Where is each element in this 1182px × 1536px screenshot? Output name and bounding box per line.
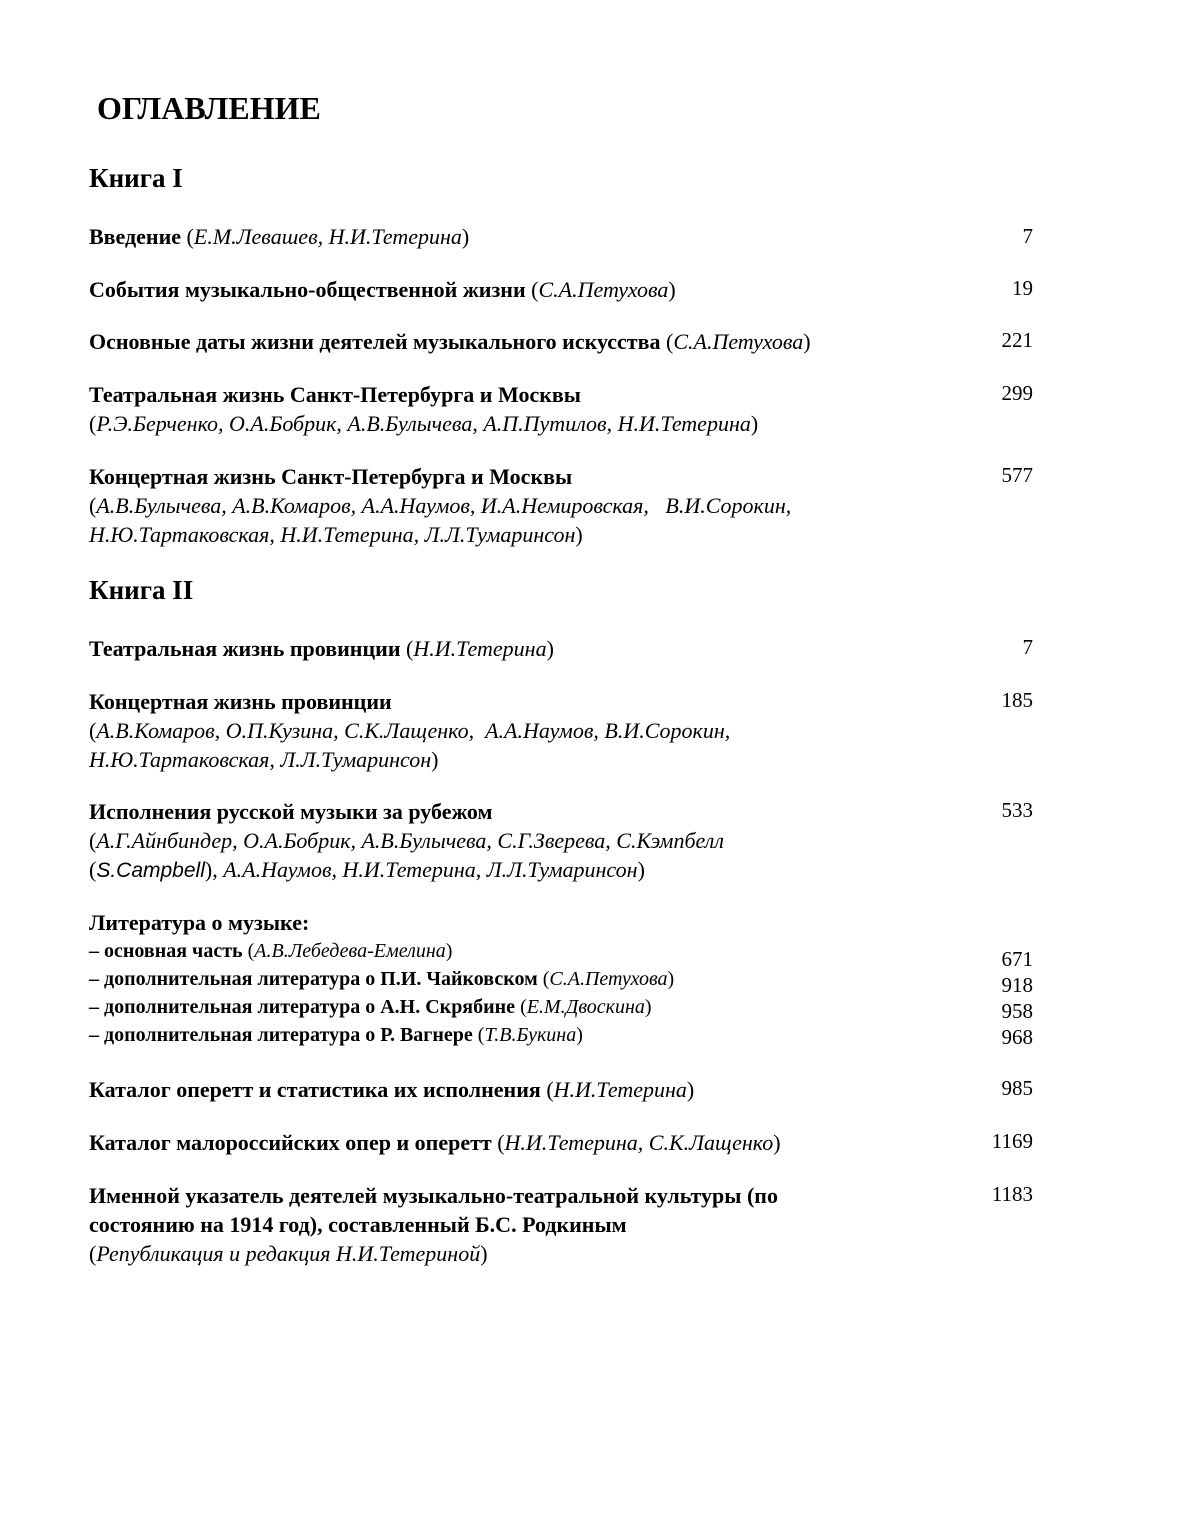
entry-note: Републикация и редакция Н.И.Тетериной: [96, 1241, 481, 1266]
toc-entry-catalog-little-russian[interactable]: Каталог малороссийских опер и оперетт (Н.И.Тетерина, С.К.Лащенко): [89, 1130, 781, 1155]
page-number: 1183: [991, 1182, 1033, 1206]
page-number: 221: [1001, 328, 1033, 352]
page-title: ОГЛАВЛЕНИЕ: [97, 90, 321, 126]
entry-title: Исполнения русской музыки за рубежом: [89, 799, 493, 824]
entry-title: События музыкально-общественной жизни: [89, 277, 526, 302]
literature-item[interactable]: – дополнительная литература о А.Н. Скрябине (Е.М.Двоскина): [89, 996, 652, 1018]
entry-title: Каталог оперетт и статистика их исполнения: [89, 1077, 541, 1102]
entry-title: Каталог малороссийских опер и оперетт: [89, 1130, 492, 1155]
entry-authors: Н.Ю.Тартаковская, Л.Л.Тумаринсон: [89, 747, 432, 772]
entry-title: Литература о музыке:: [89, 910, 310, 935]
page-number: 958: [1001, 999, 1033, 1023]
toc-entry-literature[interactable]: [89, 908, 949, 1049]
entry-authors: А.В.Комаров, О.П.Кузина, С.К.Лащенко, А.А.Наумов, В.И.Сорокин,: [96, 718, 731, 743]
literature-item-label: – дополнительная литература о П.И. Чайковском: [89, 968, 538, 990]
entry-title: Именной указатель деятелей музыкально-театральной культуры (по: [89, 1183, 778, 1208]
page-number: 7: [1022, 635, 1033, 659]
entry-authors: А.В.Лебедева-Емелина: [254, 940, 446, 962]
entry-authors: Н.И.Тетерина: [413, 636, 547, 661]
entry-authors: Е.М.Двоскина: [526, 996, 645, 1018]
entry-authors: А.Г.Айнбиндер, О.А.Бобрик, А.В.Булычева, С.Г.Зверева, С.Кэмпбелл: [96, 828, 724, 853]
entry-authors: Р.Э.Берченко, О.А.Бобрик, А.В.Булычева, А.П.Путилов, Н.И.Тетерина: [96, 411, 751, 436]
entry-title: Основные даты жизни деятелей музыкального искусства: [89, 329, 661, 354]
toc-entry-abroad[interactable]: Исполнения русской музыки за рубежом (А.Г.Айнбиндер, О.А.Бобрик, А.В.Булычева, С.Г.Зверева, С.Кэмпбелл (S.Campbell), А.А.Наумов, Н.И.Тетерина, Л.Л.Тумаринсон): [89, 797, 949, 884]
toc-entry-events[interactable]: События музыкально-общественной жизни (С.А.Петухова): [89, 277, 676, 302]
toc-entry-catalog-operetta[interactable]: Каталог оперетт и статистика их исполнения (Н.И.Тетерина): [89, 1077, 695, 1102]
page-number: 1169: [991, 1129, 1033, 1153]
entry-title: Введение: [89, 224, 182, 249]
literature-item[interactable]: – основная часть (А.В.Лебедева-Емелина): [89, 940, 453, 962]
entry-authors: Н.И.Тетерина: [553, 1077, 687, 1102]
entry-authors: С.А.Петухова: [549, 968, 668, 990]
literature-item[interactable]: – дополнительная литература о П.И. Чайковском (С.А.Петухова): [89, 968, 675, 990]
entry-title: Театральная жизнь Санкт-Петербурга и Москвы: [89, 382, 581, 407]
toc-entry-theatre-province[interactable]: Театральная жизнь провинции (Н.И.Тетерина): [89, 636, 554, 661]
entry-title: Концертная жизнь провинции: [89, 689, 392, 714]
page-number: 299: [1001, 381, 1033, 405]
toc-entry-name-index[interactable]: Именной указатель деятелей музыкально-театральной культуры (по состоянию на 1914 год), составленный Б.С. Родкиным (Републикация и редакция Н.И.Тетериной): [89, 1181, 949, 1268]
literature-item[interactable]: – дополнительная литература о Р. Вагнере (Т.В.Букина): [89, 1024, 583, 1046]
toc-entry-dates[interactable]: Основные даты жизни деятелей музыкального искусства (С.А.Петухова): [89, 329, 811, 354]
literature-item-label: – дополнительная литература о Р. Вагнере: [89, 1024, 473, 1046]
literature-page-numbers: [1002, 946, 1034, 1050]
page-number: 671: [1001, 947, 1033, 971]
entry-authors: А.А.Наумов, Н.И.Тетерина, Л.Л.Тумаринсон: [223, 857, 638, 882]
literature-item-label: – дополнительная литература о А.Н. Скрябине: [89, 996, 516, 1018]
page-number: 577: [1001, 463, 1033, 487]
book-2-heading: Книга II: [89, 575, 194, 605]
entry-authors: Т.В.Букина: [484, 1024, 577, 1046]
page-number: 19: [1012, 276, 1033, 300]
page-number: 968: [1001, 1025, 1033, 1049]
toc-entry-concert-capitals[interactable]: Концертная жизнь Санкт-Петербурга и Москвы (А.В.Булычева, А.В.Комаров, А.А.Наумов, И.А.Немировская, В.И.Сорокин, Н.Ю.Тартаковская, Н.И.Тетерина, Л.Л.Тумаринсон): [89, 462, 949, 549]
toc-entry-introduction[interactable]: Введение (Е.М.Левашев, Н.И.Тетерина): [89, 224, 470, 249]
entry-authors: Н.Ю.Тартаковская, Н.И.Тетерина, Л.Л.Тумаринсон: [89, 522, 576, 547]
toc-entry-concert-province[interactable]: Концертная жизнь провинции (А.В.Комаров, О.П.Кузина, С.К.Лащенко, А.А.Наумов, В.И.Сорокин, Н.Ю.Тартаковская, Л.Л.Тумаринсон): [89, 687, 949, 774]
page-number: 533: [1001, 798, 1033, 822]
page-number: 918: [1001, 973, 1033, 997]
entry-authors: С.А.Петухова: [673, 329, 804, 354]
page-number: 185: [1001, 688, 1033, 712]
entry-authors: Е.М.Левашев, Н.И.Тетерина: [193, 224, 462, 249]
entry-title: Концертная жизнь Санкт-Петербурга и Москвы: [89, 464, 573, 489]
entry-authors: С.А.Петухова: [538, 277, 669, 302]
entry-authors-latin: S.Campbell: [96, 859, 205, 882]
entry-authors: А.В.Булычева, А.В.Комаров, А.А.Наумов, И.А.Немировская, В.И.Сорокин,: [96, 493, 792, 518]
page-number: 7: [1022, 224, 1033, 248]
toc-entry-theatre-capitals[interactable]: Театральная жизнь Санкт-Петербурга и Москвы (Р.Э.Берченко, О.А.Бобрик, А.В.Булычева, А.П.Путилов, Н.И.Тетерина): [89, 380, 949, 438]
entry-title: Театральная жизнь провинции: [89, 636, 401, 661]
page-number: 985: [1001, 1076, 1033, 1100]
book-1-heading: Книга I: [89, 163, 183, 193]
literature-item-label: – основная часть: [89, 940, 243, 962]
entry-authors: Н.И.Тетерина, С.К.Лащенко: [504, 1130, 774, 1155]
entry-title: состоянию на 1914 год), составленный Б.С. Родкиным: [89, 1212, 627, 1237]
